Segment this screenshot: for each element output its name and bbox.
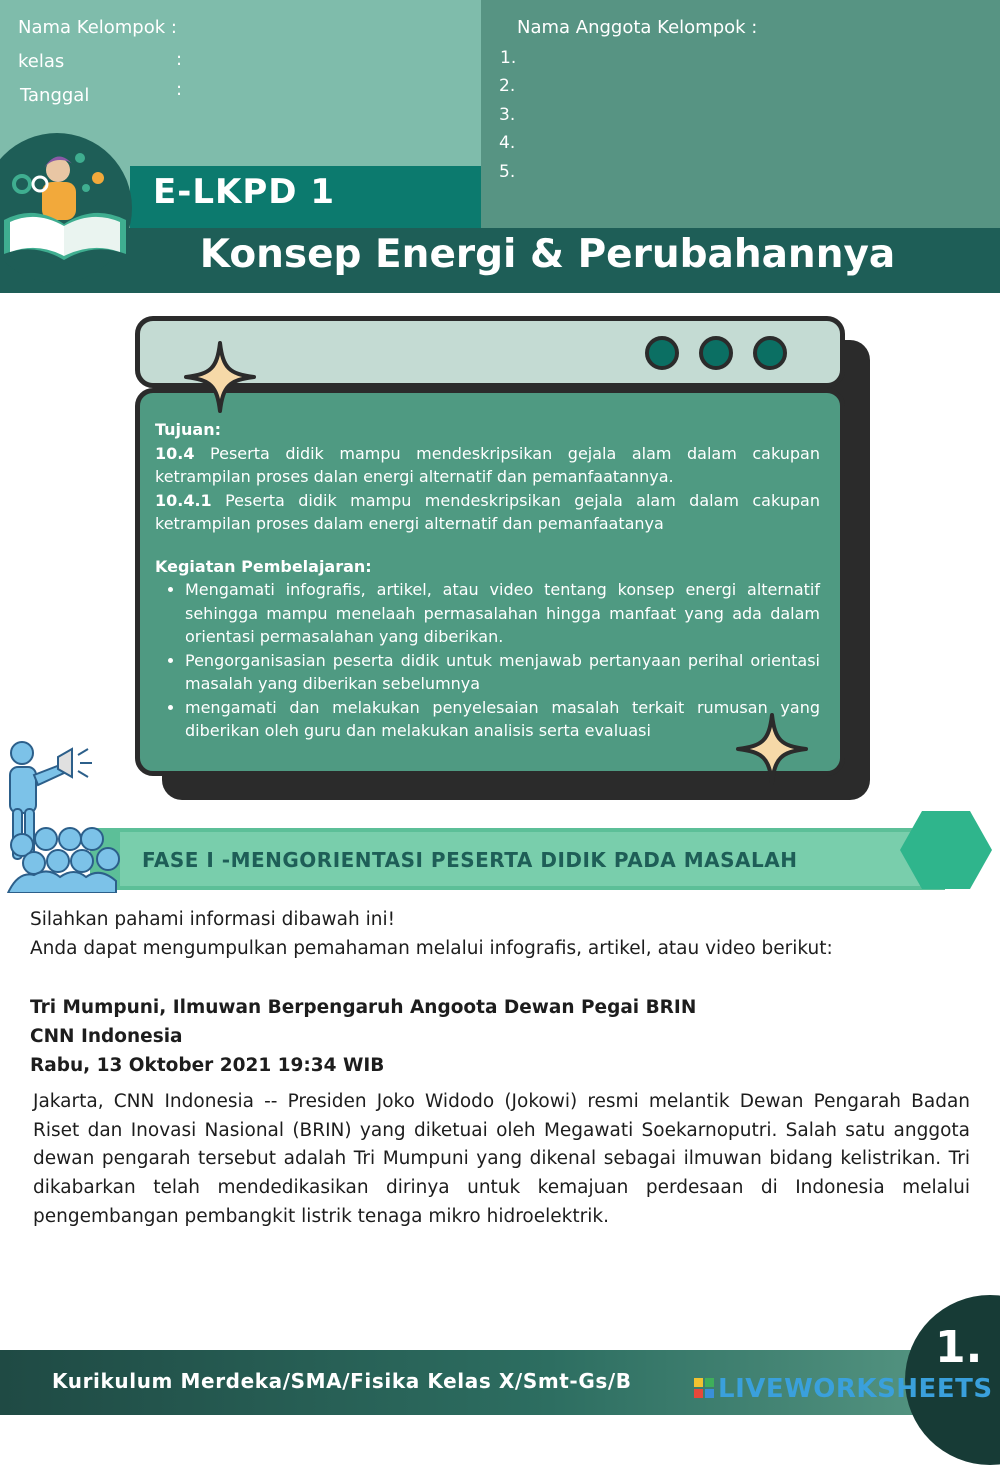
article-header [30, 993, 930, 1080]
objective-text: Peserta didik mampu mendeskripsikan gejala alam dalam cakupan ketrampilan proses dalan energi alternatif dan pemanfaatannya. [155, 443, 820, 486]
hexagon-icon [898, 809, 994, 891]
curriculum-label: Kurikulum Merdeka/SMA/Fisika Kelas X/Smt-Gs/B [52, 1369, 632, 1393]
activities-heading: Kegiatan Pembelajaran: [155, 556, 372, 576]
activity-item: • Mengamati infografis, artikel, atau video tentang konsep energi alternatif sehingga mampu menelaah permasalahan hingga manfaat yang ada dalam orientasi permasalahan yang diberikan. [185, 578, 820, 649]
liveworksheets-logo-icon [694, 1378, 714, 1398]
objective-heading: Tujuan: [155, 420, 222, 439]
article-title: Tri Mumpuni, Ilmuwan Berpengaruh Angoota Dewan Pegai BRIN [30, 997, 697, 1018]
window-dot-icon [753, 336, 787, 370]
page-title: Konsep Energi & Perubahannya [199, 232, 896, 277]
article-source: CNN Indonesia [30, 1026, 183, 1047]
member-number-4: 4. [499, 133, 516, 153]
liveworksheets-watermark[interactable]: LIVEWORKSHEETS [718, 1374, 993, 1404]
window-dot-icon [699, 336, 733, 370]
intro-line: Anda dapat mengumpulkan pemahaman melalui infografis, artikel, atau video berikut: [30, 938, 833, 959]
activity-item: • mengamati dan melakukan penyelesaian masalah terkait rumusan yang diberikan oleh guru dan melakukan analisis serta evaluasi [185, 696, 820, 743]
objective-item [155, 442, 820, 489]
activities-list [155, 578, 820, 743]
date-colon: : [176, 79, 183, 100]
class-label: kelas [18, 51, 65, 72]
objective-text: Peserta didik mampu mendeskripsikan gejala alam dalam cakupan ketrampilan proses dalam energi alternatif dan pemanfaatanya [155, 490, 820, 533]
member-number-1: 1. [500, 48, 517, 68]
intro-text [30, 905, 905, 963]
window-dot-icon [645, 336, 679, 370]
article-date: Rabu, 13 Oktober 2021 19:34 WIB [30, 1055, 385, 1076]
article-body: Jakarta, CNN Indonesia -- Presiden Joko Widodo (Jokowi) resmi melantik Dewan Pengarah Badan Riset dan Inovasi Nasional (BRIN) yang diketuai oleh Megawati Soekarnoputri. Salah satu anggota dewan pengarah tersebut adalah Tri Mumpuni yang dikenal sebagai ilmuwan bidang kelistrikan. Tri dikabarkan telah mendedikasikan dirinya untuk kemajuan perdesaan di Indonesia melalui pengembangan pembangkit listrik tenaga mikro hidroelektrik. [33, 1091, 970, 1227]
phase-title: FASE I -MENGORIENTASI PESERTA DIDIK PADA MASALAH [142, 848, 798, 872]
worksheet-code: E-LKPD 1 [153, 172, 335, 212]
card-content [155, 418, 820, 743]
activity-item: • Pengorganisasian peserta didik untuk menjawab pertanyaan perihal orientasi masalah yang diberikan sebelumnya [185, 649, 820, 696]
class-colon: : [176, 49, 183, 70]
objective-item [155, 489, 820, 536]
intro-line: Silahkan pahami informasi dibawah ini! [30, 909, 396, 930]
speaker-crowd-icon [0, 735, 135, 893]
members-label: Nama Anggota Kelompok : [517, 17, 758, 38]
member-number-2: 2. [499, 76, 516, 96]
group-name-label: Nama Kelompok : [18, 17, 177, 38]
sparkle-star-icon [183, 340, 257, 414]
member-number-3: 3. [499, 105, 516, 125]
member-number-5: 5. [499, 162, 516, 182]
page-number: 1. [935, 1322, 983, 1373]
date-label: Tanggal [20, 85, 90, 106]
objective-code: 10.4.1 [155, 490, 212, 510]
objective-code: 10.4 [155, 443, 195, 463]
